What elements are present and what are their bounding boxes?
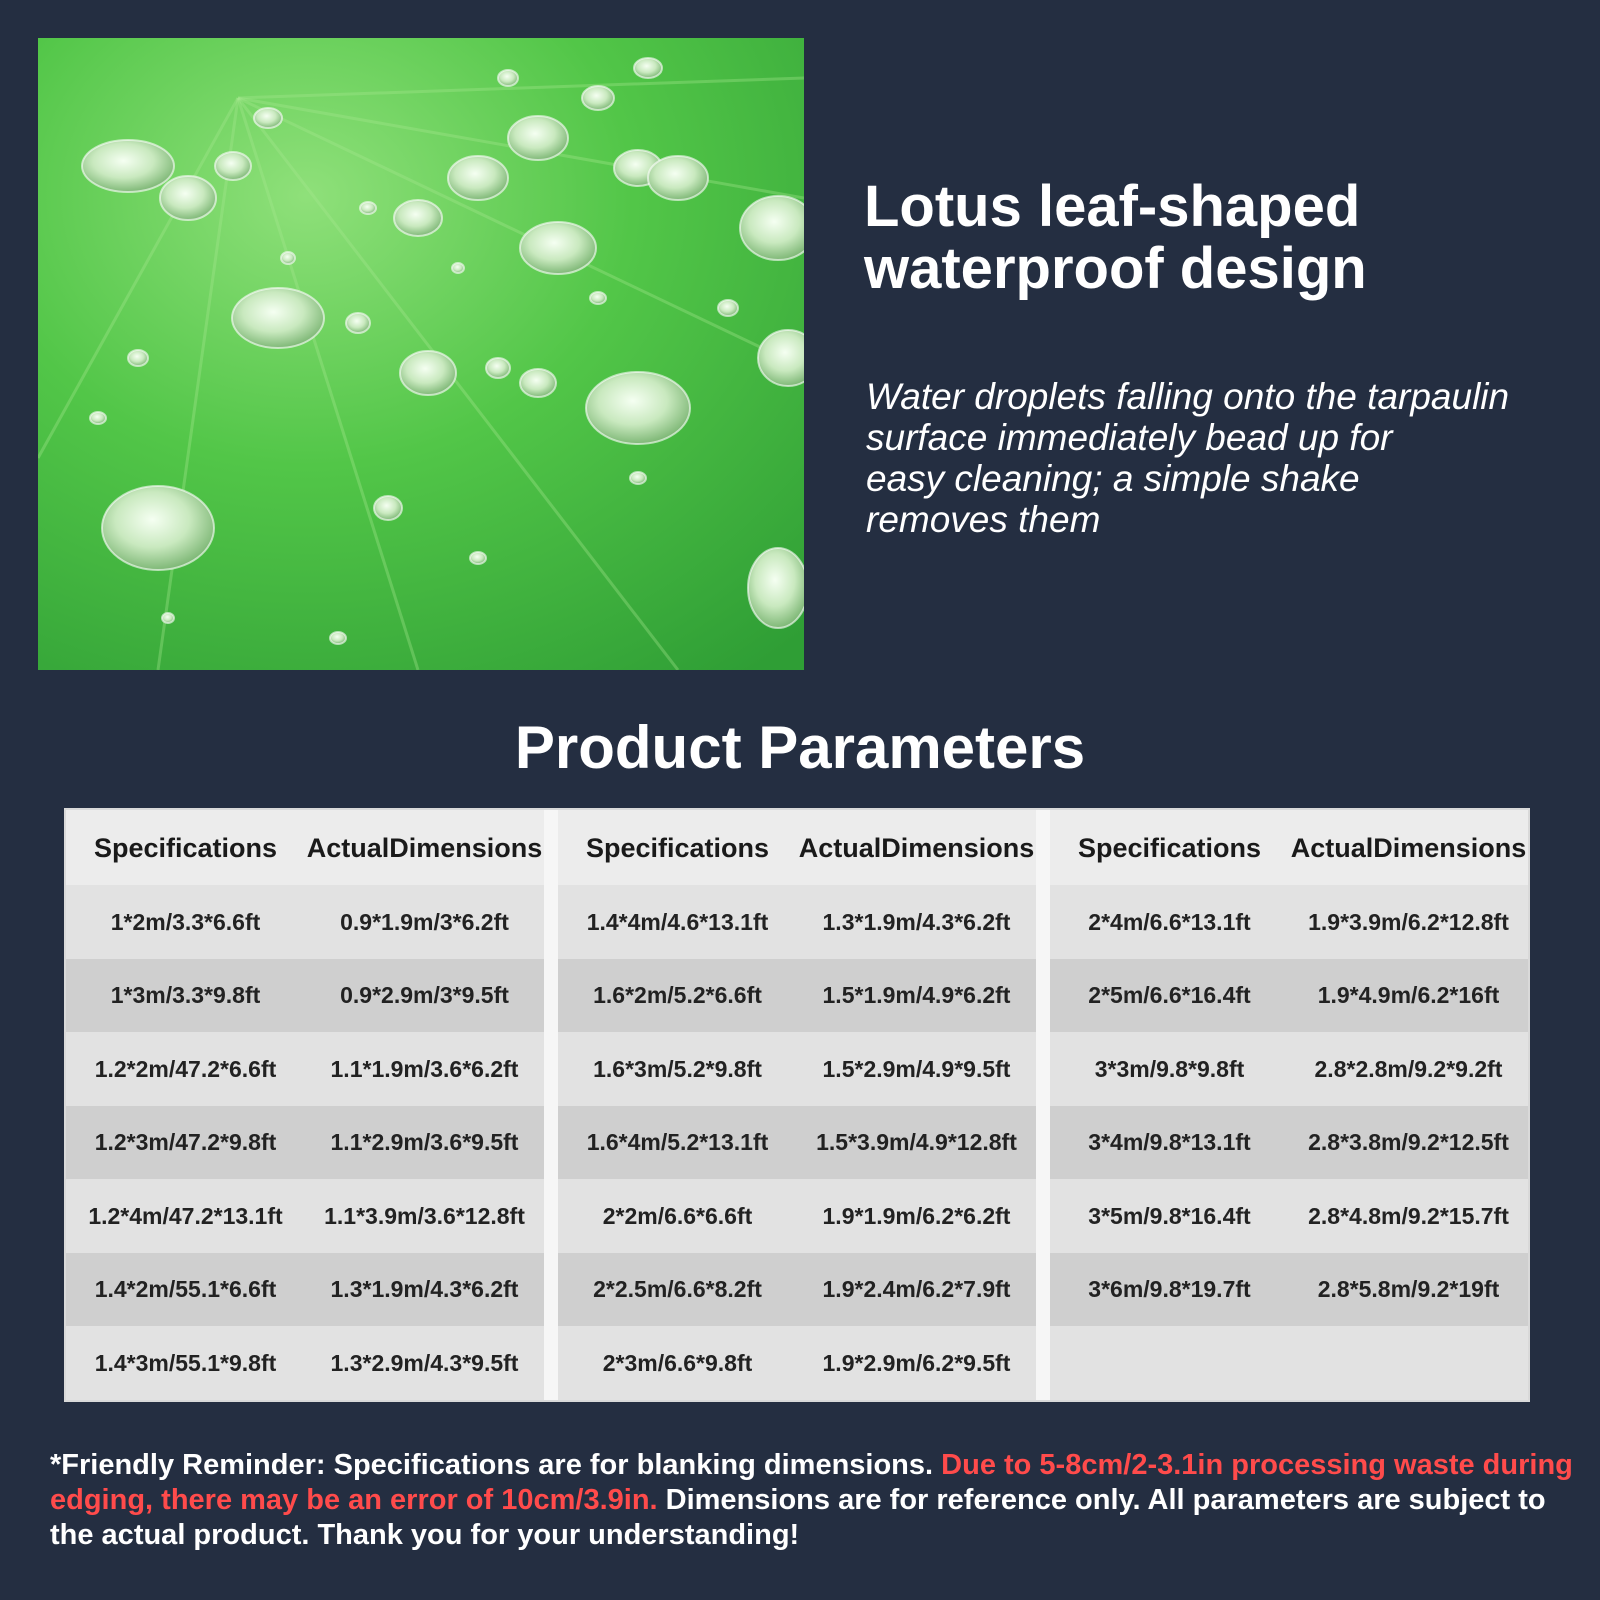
parameters-table bbox=[64, 808, 1530, 1402]
water-droplet bbox=[281, 252, 295, 264]
water-droplet bbox=[360, 202, 376, 214]
actual-dimension-cell: 1.1*3.9m/3.6*12.8ft bbox=[324, 1202, 525, 1229]
water-droplet bbox=[740, 196, 804, 260]
actual-dimension-cell: 1.5*2.9m/4.9*9.5ft bbox=[822, 1055, 1011, 1082]
table-row bbox=[66, 1179, 544, 1253]
spec-cell: 1.6*2m/5.2*6.6ft bbox=[593, 982, 762, 1009]
water-droplet bbox=[748, 548, 804, 628]
table-header-row bbox=[1050, 810, 1528, 885]
water-droplet bbox=[634, 58, 662, 78]
table-header-row bbox=[66, 810, 544, 885]
header-specifications: Specifications bbox=[1077, 832, 1262, 863]
table-row bbox=[66, 885, 544, 959]
spec-cell: 1.4*3m/55.1*9.8ft bbox=[94, 1349, 277, 1376]
spec-cell: 1*3m/3.3*9.8ft bbox=[110, 982, 261, 1009]
water-droplet bbox=[102, 486, 214, 570]
table-row bbox=[558, 1326, 1036, 1400]
water-droplet bbox=[394, 200, 442, 236]
water-droplet bbox=[508, 116, 568, 160]
table-row bbox=[1050, 1326, 1528, 1400]
friendly-reminder bbox=[50, 1448, 1580, 1553]
reminder-text: *Friendly Reminder: Specifications are for blanking dimensions. bbox=[50, 1449, 942, 1481]
table-row bbox=[558, 1032, 1036, 1106]
feature-headline bbox=[864, 176, 1564, 300]
description-line-1: Water droplets falling onto the tarpaulin bbox=[866, 376, 1510, 417]
spec-cell: 1.2*2m/47.2*6.6ft bbox=[94, 1055, 277, 1082]
actual-dimension-cell: 1.9*4.9m/6.2*16ft bbox=[1317, 982, 1500, 1009]
water-droplet bbox=[330, 632, 346, 644]
spec-cell: 3*3m/9.8*9.8ft bbox=[1094, 1055, 1245, 1082]
water-droplet bbox=[630, 472, 646, 484]
actual-dimension-cell: 1.1*2.9m/3.6*9.5ft bbox=[330, 1129, 519, 1156]
description-line-4: removes them bbox=[866, 499, 1101, 540]
water-droplet bbox=[582, 86, 614, 110]
actual-dimension-cell: 1.3*1.9m/4.3*6.2ft bbox=[822, 908, 1011, 935]
header-actual-dimensions bbox=[1289, 810, 1528, 885]
actual-dimension-cell: 1.3*1.9m/4.3*6.2ft bbox=[330, 1276, 519, 1303]
spec-cell: 1.4*2m/55.1*6.6ft bbox=[94, 1276, 277, 1303]
water-droplet bbox=[128, 350, 148, 366]
table-group-3 bbox=[1050, 810, 1528, 1400]
table-row bbox=[66, 1032, 544, 1106]
header-actual-dimensions bbox=[305, 810, 544, 885]
spec-cell: 2*3m/6.6*9.8ft bbox=[602, 1349, 753, 1376]
table-row bbox=[1050, 1106, 1528, 1180]
actual-dimension-cell: 1.3*2.9m/4.3*9.5ft bbox=[330, 1349, 519, 1376]
water-droplet bbox=[254, 108, 282, 128]
water-droplet bbox=[82, 140, 174, 192]
water-droplet bbox=[374, 496, 402, 520]
water-droplet bbox=[448, 156, 508, 200]
lotus-leaf-photo bbox=[38, 38, 804, 670]
table-row bbox=[66, 1326, 544, 1400]
water-droplet bbox=[486, 358, 510, 378]
table-row bbox=[558, 1179, 1036, 1253]
actual-dimension-cell: 2.8*4.8m/9.2*15.7ft bbox=[1308, 1202, 1509, 1229]
actual-dimension-cell: 1.5*1.9m/4.9*6.2ft bbox=[822, 982, 1011, 1009]
table-row bbox=[558, 959, 1036, 1033]
water-droplet bbox=[718, 300, 738, 316]
table-row bbox=[66, 959, 544, 1033]
actual-dimension-cell: 0.9*1.9m/3*6.2ft bbox=[340, 908, 509, 935]
reminder-text-end: Dimensions are for reference only. All parameters are subject to the actual product. Thank you for your understanding! bbox=[50, 1484, 1546, 1551]
water-droplet bbox=[520, 369, 556, 397]
water-droplet bbox=[520, 222, 596, 274]
spec-cell: 1.6*4m/5.2*13.1ft bbox=[586, 1129, 769, 1156]
spec-cell: 3*6m/9.8*19.7ft bbox=[1088, 1276, 1251, 1303]
table-row bbox=[558, 1253, 1036, 1327]
table-row bbox=[1050, 1032, 1528, 1106]
table-header-row bbox=[558, 810, 1036, 885]
headline-line-2: waterproof design bbox=[864, 236, 1367, 301]
header-actual-line-2: Dimensions bbox=[881, 832, 1035, 863]
actual-dimension-cell: 0.9*2.9m/3*9.5ft bbox=[340, 982, 509, 1009]
header-actual-line-2: Dimensions bbox=[1373, 832, 1527, 863]
water-droplet bbox=[232, 288, 324, 348]
spec-cell: 3*5m/9.8*16.4ft bbox=[1088, 1202, 1251, 1229]
spec-cell: 2*2.5m/6.6*8.2ft bbox=[593, 1276, 762, 1303]
actual-dimension-cell: 1.9*3.9m/6.2*12.8ft bbox=[1308, 908, 1509, 935]
actual-dimension-cell: 2.8*5.8m/9.2*19ft bbox=[1317, 1276, 1500, 1303]
water-droplet bbox=[498, 70, 518, 86]
water-droplet bbox=[162, 613, 174, 623]
params-title: Product Parameters bbox=[514, 714, 1086, 781]
spec-cell: 2*4m/6.6*13.1ft bbox=[1088, 908, 1251, 935]
spec-cell: 2*2m/6.6*6.6ft bbox=[602, 1202, 753, 1229]
spec-cell: 3*4m/9.8*13.1ft bbox=[1088, 1129, 1251, 1156]
header-actual-dimensions bbox=[797, 810, 1036, 885]
table-group-2 bbox=[558, 810, 1036, 1400]
header-actual-line-1: Actual bbox=[798, 832, 882, 863]
spec-cell: 1.4*4m/4.6*13.1ft bbox=[586, 908, 769, 935]
header-actual-line-2: Dimensions bbox=[389, 832, 543, 863]
table-row bbox=[558, 885, 1036, 959]
table-row bbox=[558, 1106, 1036, 1180]
spec-cell: 1.2*3m/47.2*9.8ft bbox=[94, 1129, 277, 1156]
header-specifications: Specifications bbox=[93, 832, 278, 863]
actual-dimension-cell: 1.9*2.4m/6.2*7.9ft bbox=[822, 1276, 1011, 1303]
header-specifications: Specifications bbox=[585, 832, 770, 863]
water-droplet bbox=[400, 351, 456, 395]
description-line-2: surface immediately bead up for bbox=[866, 417, 1393, 458]
spec-cell: 1*2m/3.3*6.6ft bbox=[110, 908, 261, 935]
water-droplet bbox=[452, 263, 464, 273]
header-actual-line-1: Actual bbox=[306, 832, 390, 863]
table-row bbox=[1050, 1253, 1528, 1327]
water-droplet bbox=[648, 156, 708, 200]
water-droplet bbox=[90, 412, 106, 424]
spec-cell: 2*5m/6.6*16.4ft bbox=[1088, 982, 1251, 1009]
table-row bbox=[66, 1253, 544, 1327]
actual-dimension-cell: 2.8*3.8m/9.2*12.5ft bbox=[1308, 1129, 1509, 1156]
spec-cell: 1.6*3m/5.2*9.8ft bbox=[593, 1055, 762, 1082]
spec-cell: 1.2*4m/47.2*13.1ft bbox=[88, 1202, 283, 1229]
water-droplet bbox=[160, 176, 216, 220]
actual-dimension-cell: 1.9*1.9m/6.2*6.2ft bbox=[822, 1202, 1011, 1229]
feature-description bbox=[866, 376, 1566, 540]
water-droplet bbox=[586, 372, 690, 444]
headline-line-1: Lotus leaf-shaped bbox=[864, 174, 1361, 239]
table-row bbox=[1050, 1179, 1528, 1253]
actual-dimension-cell: 1.1*1.9m/3.6*6.2ft bbox=[330, 1055, 519, 1082]
actual-dimension-cell bbox=[1289, 1326, 1528, 1400]
table-group-1 bbox=[66, 810, 544, 1400]
water-droplet bbox=[470, 552, 486, 564]
actual-dimension-cell: 1.9*2.9m/6.2*9.5ft bbox=[822, 1349, 1011, 1376]
table-row bbox=[1050, 885, 1528, 959]
spec-cell bbox=[1050, 1326, 1289, 1400]
description-line-3: easy cleaning; a simple shake bbox=[866, 458, 1360, 499]
water-droplet bbox=[215, 152, 251, 180]
actual-dimension-cell: 2.8*2.8m/9.2*9.2ft bbox=[1314, 1055, 1503, 1082]
water-droplet bbox=[346, 313, 370, 333]
actual-dimension-cell: 1.5*3.9m/4.9*12.8ft bbox=[816, 1129, 1017, 1156]
table-row bbox=[1050, 959, 1528, 1033]
water-droplet bbox=[590, 292, 606, 304]
reminder-warning-text: Due to 5-8cm/2-3.1in processing waste during edging, there may be an error of 10cm/3.9in. bbox=[50, 1449, 1573, 1516]
header-actual-line-1: Actual bbox=[1290, 832, 1374, 863]
table-row bbox=[66, 1106, 544, 1180]
